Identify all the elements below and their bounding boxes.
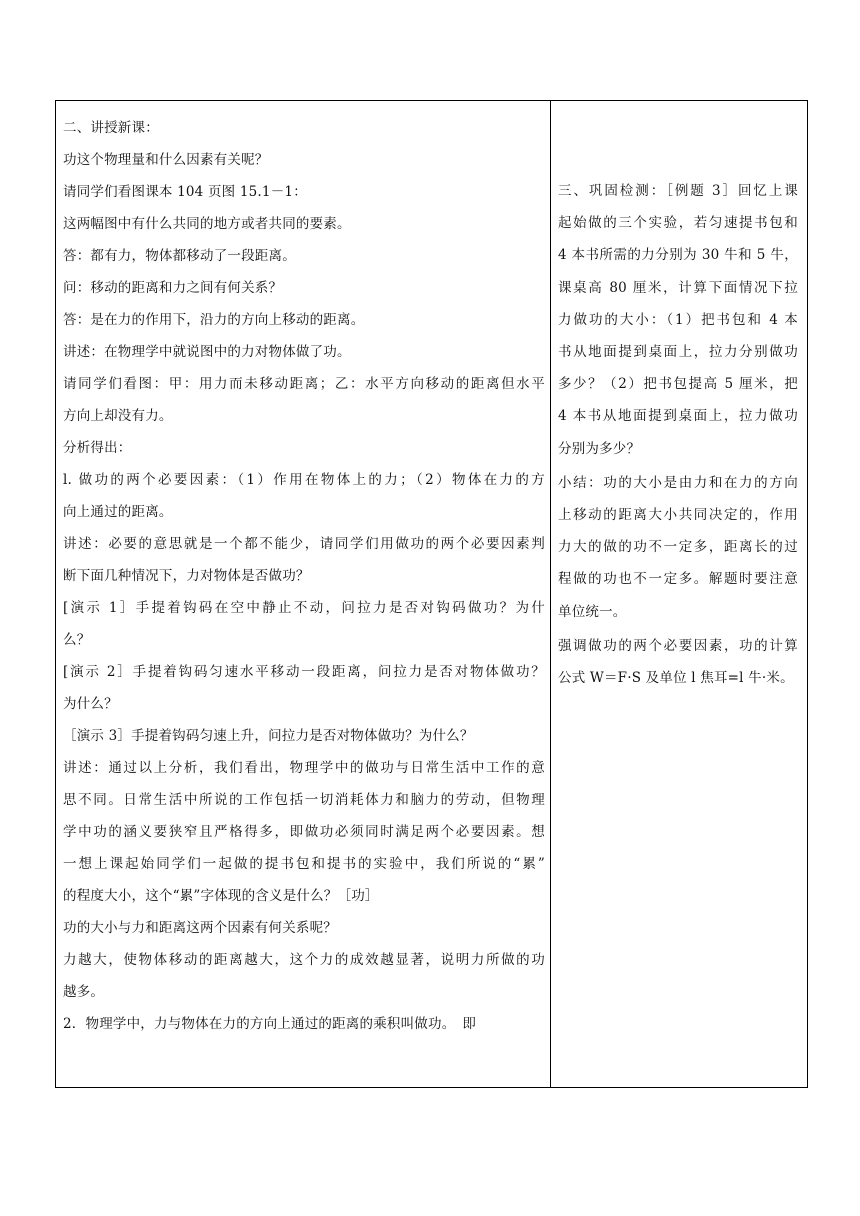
review-line: 程做的功也不一定多。解题时要注意 [558, 571, 798, 588]
lecture-line: 这两幅图中有什么共同的地方或者共同的要素。 [63, 216, 351, 232]
review-line: 分别为多少？ [558, 440, 641, 457]
review-line: 公式 W＝F·S 及单位 l 焦耳=l 牛·米。 [558, 670, 794, 687]
lecture-line: 答：是在力的作用下，沿力的方向上移动的距离。 [63, 312, 365, 328]
column-divider [550, 100, 551, 1088]
lecture-line: 请同学们看图：甲：用力而未移动距离；乙：水平方向移动的距离但水平 [63, 376, 545, 392]
lecture-line: 向上通过的距离。 [63, 504, 173, 520]
lecture-line: 的程度大小，这个“累”字体现的含义是什么？［功］ [63, 888, 379, 904]
lecture-line: [演示 2］手提着钩码匀速水平移动一段距离，问拉力是否对物体做功？ [63, 664, 545, 680]
lecture-line: 方向上却没有力。 [63, 408, 173, 424]
lecture-line: l. 做功的两个必要因素：（1）作用在物体上的力；（2）物体在力的方 [63, 472, 545, 488]
lecture-line: 功这个物理量和什么因素有关呢？ [63, 152, 269, 168]
lecture-line: 学中功的涵义要狭窄且严格得多，即做功必须同时满足两个必要因素。想 [63, 824, 545, 840]
review-line: 三、巩固检测：［例题 3］回忆上课 [558, 183, 798, 199]
review-line: 力做功的大小：（1）把书包和 4 本 [558, 311, 798, 328]
review-line: 4 本书所需的力分别为 30 牛和 5 牛， [558, 247, 798, 264]
lecture-line: 请同学们看图课本 104 页图 15.1－1： [63, 184, 307, 200]
lecture-line: [演示 1］手提着钩码在空中静止不动，问拉力是否对钩码做功？为什 [63, 600, 545, 616]
lecture-line: 分析得出： [63, 440, 132, 456]
review-line: 4 本书从地面提到桌面上，拉力做功 [558, 408, 798, 425]
lecture-line: 么？ [63, 632, 91, 648]
lecture-line: 讲述：必要的意思就是一个都不能少，请同学们用做功的两个必要因素判 [63, 536, 545, 552]
review-line: 小结：功的大小是由力和在力的方向 [558, 474, 798, 491]
review-line: 起始做的三个实验，若匀速提书包和 [558, 215, 798, 232]
lecture-line: 一想上课起始同学们一起做的提书包和提书的实验中，我们所说的“累” [63, 856, 545, 872]
lecture-line: 二、讲授新课： [63, 120, 159, 136]
lecture-line: ［演示 3］手提着钩码匀速上升，问拉力是否对物体做功？为什么？ [63, 728, 474, 744]
lecture-line: 功的大小与力和距离这两个因素有何关系呢？ [63, 920, 337, 936]
review-line: 力大的做的功不一定多，距离长的过 [558, 539, 798, 556]
review-line: 单位统一。 [558, 603, 627, 620]
review-line: 上移动的距离大小共同决定的，作用 [558, 507, 798, 524]
review-line: 多少？（2）把书包提高 5 厘米，把 [558, 376, 798, 393]
lecture-line: 断下面几种情况下，力对物体是否做功？ [63, 568, 310, 584]
lecture-line: 讲述：通过以上分析，我们看出，物理学中的做功与日常生活中工作的意 [63, 760, 545, 776]
review-line: 书从地面提到桌面上，拉力分别做功 [558, 344, 798, 361]
lecture-line: 为什么？ [63, 696, 118, 712]
lecture-line: 思不同。日常生活中所说的工作包括一切消耗体力和脑力的劳动，但物理 [63, 792, 545, 808]
lecture-line: 力越大，使物体移动的距离越大，这个力的成效越显著，说明力所做的功 [63, 952, 545, 968]
review-cell [558, 175, 798, 694]
lecture-line: 答：都有力，物体都移动了一段距离。 [63, 248, 296, 264]
review-line: 课桌高 80 厘米，计算下面情况下拉 [558, 279, 798, 296]
lecture-line: 越多。 [63, 984, 105, 1000]
lecture-line: 问：移动的距离和力之间有何关系？ [63, 280, 283, 296]
review-line: 强调做功的两个必要因素，功的计算 [558, 637, 798, 654]
lecture-cell [63, 112, 545, 1040]
lecture-line: 2．物理学中，力与物体在力的方向上通过的距离的乘积叫做功。 即 [63, 1016, 477, 1032]
lecture-line: 讲述：在物理学中就说图中的力对物体做了功。 [63, 344, 351, 360]
